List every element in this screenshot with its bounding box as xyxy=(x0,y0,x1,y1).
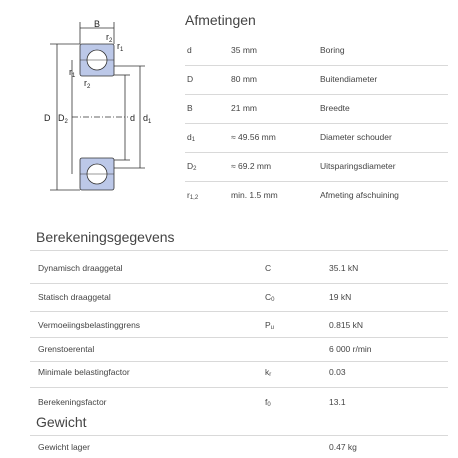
afmetingen-row xyxy=(0,74,458,94)
berekening-label: Minimale belastingfactor xyxy=(38,367,130,377)
gewicht-row xyxy=(0,442,458,456)
row-divider xyxy=(30,311,448,312)
berekening-value: 19 kN xyxy=(329,292,352,302)
row-divider xyxy=(30,387,448,388)
label-r1-left: $r_1$ xyxy=(69,67,76,79)
afmetingen-description: Buitendiameter xyxy=(320,74,378,84)
afmetingen-description: Uitsparingsdiameter xyxy=(320,161,396,171)
berekening-row xyxy=(0,320,458,338)
gewicht-label: Gewicht lager xyxy=(38,442,90,452)
berekening-symbol-symbol: f xyxy=(265,397,268,407)
berekening-value: 0.03 xyxy=(329,367,346,377)
afmetingen-symbol xyxy=(187,45,192,56)
berekening-symbol xyxy=(265,367,271,378)
afmetingen-symbol xyxy=(187,132,195,143)
berekeningsgegevens-title: Berekeningsgegevens xyxy=(36,229,175,245)
afmetingen-description: Afmeting afschuining xyxy=(320,190,399,200)
berekening-label: Grenstoerental xyxy=(38,344,95,354)
berekening-value: 6 000 r/min xyxy=(329,344,372,354)
afmetingen-row xyxy=(0,103,458,123)
berekening-symbol-symbol: k xyxy=(265,367,270,377)
afmetingen-title: Afmetingen xyxy=(185,12,256,28)
row-divider xyxy=(185,65,448,66)
afmetingen-description: Breedte xyxy=(320,103,350,113)
afmetingen-row xyxy=(0,45,458,65)
berekening-row xyxy=(0,292,458,310)
berekening-label: Berekeningsfactor xyxy=(38,397,107,407)
berekening-label: Dynamisch draaggetal xyxy=(38,263,123,273)
row-divider xyxy=(30,283,448,284)
berekening-value: 35.1 kN xyxy=(329,263,359,273)
berekening-symbol xyxy=(265,397,271,408)
label-d1: $d_1$ xyxy=(143,113,152,125)
afmetingen-value: 80 mm xyxy=(231,74,257,84)
afmetingen-symbol-symbol: d xyxy=(187,45,192,55)
afmetingen-row xyxy=(0,161,458,181)
afmetingen-symbol xyxy=(187,74,193,85)
row-divider xyxy=(30,361,448,362)
berekening-symbol xyxy=(265,320,274,331)
gewicht-value: 0.47 kg xyxy=(329,442,357,452)
row-divider xyxy=(30,250,448,251)
berekening-symbol-subscript: 0 xyxy=(267,402,271,408)
berekening-value: 13.1 xyxy=(329,397,346,407)
berekening-symbol xyxy=(265,263,271,274)
label-B: B xyxy=(94,19,101,29)
afmetingen-row xyxy=(0,132,458,152)
label-r2-top: $r_2$ xyxy=(106,32,113,44)
row-divider xyxy=(185,152,448,153)
afmetingen-value: 35 mm xyxy=(231,45,257,55)
row-divider xyxy=(185,123,448,124)
berekening-symbol-subscript: u xyxy=(270,325,275,331)
label-r1-top: $r_1$ xyxy=(117,41,124,53)
berekening-value: 0.815 kN xyxy=(329,320,364,330)
label-d: d xyxy=(130,113,136,123)
label-D2: $D_2$ xyxy=(58,113,68,125)
afmetingen-symbol xyxy=(187,161,196,172)
afmetingen-symbol-subscript: 2 xyxy=(193,166,197,172)
berekening-symbol xyxy=(265,292,274,303)
berekening-symbol-subscript: r xyxy=(269,372,272,378)
row-divider xyxy=(185,181,448,182)
berekening-label: Vermoeiingsbelastinggrens xyxy=(38,320,141,330)
afmetingen-symbol-symbol: d xyxy=(187,132,192,142)
afmetingen-symbol-symbol: r xyxy=(187,190,190,200)
afmetingen-value: ≈ 49.56 mm xyxy=(231,132,276,142)
label-r2-left: $r_2$ xyxy=(84,78,91,90)
afmetingen-description: Boring xyxy=(320,45,345,55)
row-divider xyxy=(30,337,448,338)
afmetingen-value: min. 1.5 mm xyxy=(231,190,278,200)
gewicht-title: Gewicht xyxy=(36,414,87,430)
afmetingen-description: Diameter schouder xyxy=(320,132,392,142)
berekening-row xyxy=(0,344,458,362)
berekening-symbol-symbol: C xyxy=(265,292,272,302)
afmetingen-value: 21 mm xyxy=(231,103,257,113)
afmetingen-row xyxy=(0,190,458,210)
row-divider xyxy=(30,435,448,436)
berekening-row xyxy=(0,263,458,281)
afmetingen-symbol-subscript: 1,2 xyxy=(189,195,199,201)
afmetingen-symbol xyxy=(187,103,193,114)
berekening-row xyxy=(0,367,458,385)
afmetingen-symbol-symbol: B xyxy=(187,103,193,113)
berekening-symbol-symbol: C xyxy=(265,263,272,273)
afmetingen-value: ≈ 69.2 mm xyxy=(231,161,272,171)
berekening-label: Statisch draaggetal xyxy=(38,292,111,302)
berekening-symbol-symbol: P xyxy=(265,320,271,330)
berekening-symbol-subscript: 0 xyxy=(271,297,275,303)
afmetingen-symbol-symbol: D xyxy=(187,74,194,84)
afmetingen-symbol xyxy=(187,190,198,201)
afmetingen-symbol-symbol: D xyxy=(187,161,194,171)
row-divider xyxy=(185,94,448,95)
berekening-row xyxy=(0,397,458,415)
label-D: D xyxy=(44,113,51,123)
afmetingen-symbol-subscript: 1 xyxy=(191,137,196,143)
